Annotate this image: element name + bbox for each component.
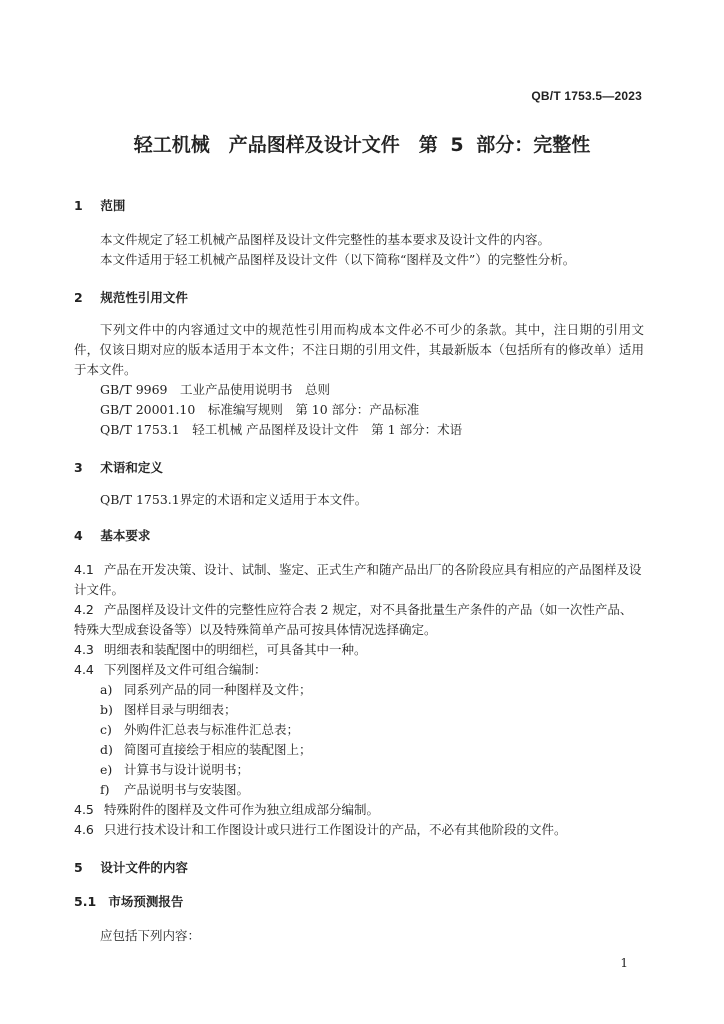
clause-number: 4.1 — [74, 562, 94, 577]
reference-gbt-20001-10: GB/T 20001.10 标准编写规则 第 10 部分：产品标准 — [100, 402, 420, 417]
clause-text: 产品图样及设计文件的完整性应符合表 2 规定，对不具备批量生产条件的产品（如一次性产品、特殊大型成套设备等）以及特殊简单产品可按具体情况选择确定。 — [74, 602, 633, 637]
clause-number: 4.4 — [74, 662, 94, 677]
list-item-f — [100, 780, 249, 798]
reference-gbt-9969: GB/T 9969 工业产品使用说明书 总则 — [100, 382, 331, 397]
list-item-d — [100, 740, 312, 758]
clause-text: 只进行技术设计和工作图设计或只进行工作图设计的产品，不必有其他阶段的文件。 — [104, 822, 567, 837]
section-number: 5 — [74, 860, 83, 875]
section-5-heading — [74, 858, 188, 876]
list-item-text: 简图可直接绘于相应的装配图上； — [124, 742, 312, 757]
list-item-text: 产品说明书与安装图。 — [124, 782, 250, 797]
list-item-text: 外购件汇总表与标准件汇总表； — [124, 722, 300, 737]
section-number: 4 — [74, 528, 83, 543]
section-4-heading — [74, 526, 150, 544]
clause-text: 下列图样及文件可组合编制： — [104, 662, 267, 677]
clause-4-4 — [74, 660, 644, 680]
clause-4-5 — [74, 800, 644, 820]
subsection-number: 5.1 — [74, 894, 97, 909]
section-title: 基本要求 — [100, 528, 151, 543]
section-number: 1 — [74, 198, 83, 213]
clause-text: 特殊附件的图样及文件可作为独立组成部分编制。 — [104, 802, 380, 817]
document-title: 轻工机械 产品图样及设计文件 第 5 部分：完整性 — [133, 134, 591, 156]
section-title: 规范性引用文件 — [100, 290, 188, 305]
list-item-e — [100, 760, 249, 778]
section-1-heading — [74, 196, 125, 214]
list-marker: b) — [100, 702, 113, 717]
section-3-heading — [74, 458, 163, 476]
reference-qbt-1753-1: QB/T 1753.1 轻工机械 产品图样及设计文件 第 1 部分：术语 — [100, 422, 463, 437]
section-1-paragraph-1: 本文件规定了轻工机械产品图样及设计文件完整性的基本要求及设计文件的内容。 — [100, 232, 551, 247]
list-item-text: 图样目录与明细表； — [124, 702, 237, 717]
clause-4-3 — [74, 640, 644, 660]
clause-number: 4.3 — [74, 642, 94, 657]
clause-4-2 — [74, 600, 644, 640]
clause-number: 4.2 — [74, 602, 94, 617]
section-1-paragraph-2: 本文件适用于轻工机械产品图样及设计文件（以下简称“图样及文件”）的完整性分析。 — [100, 252, 576, 267]
subsection-5-1-text: 应包括下列内容： — [100, 928, 201, 943]
section-title: 范围 — [100, 198, 126, 213]
list-marker: e) — [100, 762, 113, 777]
section-title: 设计文件的内容 — [100, 860, 188, 875]
list-marker: c) — [100, 722, 112, 737]
list-marker: a) — [100, 682, 113, 697]
list-item-c — [100, 720, 299, 738]
page-number: 1 — [620, 956, 628, 970]
clause-4-1 — [74, 560, 644, 600]
clause-text: 明细表和装配图中的明细栏，可具备其中一种。 — [104, 642, 367, 657]
clause-4-6 — [74, 820, 644, 840]
clause-number: 4.5 — [74, 802, 94, 817]
list-marker: d) — [100, 742, 113, 757]
list-item-a — [100, 680, 312, 698]
section-number: 3 — [74, 460, 83, 475]
list-item-b — [100, 700, 237, 718]
clause-number: 4.6 — [74, 822, 94, 837]
section-2-heading — [74, 288, 188, 306]
subsection-5-1-heading — [74, 892, 183, 910]
list-item-text: 同系列产品的同一种图样及文件； — [124, 682, 312, 697]
standard-code: QB/T 1753.5—2023 — [531, 89, 642, 103]
list-marker: f) — [100, 782, 110, 797]
section-number: 2 — [74, 290, 83, 305]
subsection-title: 市场预测报告 — [108, 894, 184, 909]
list-item-text: 计算书与设计说明书； — [124, 762, 250, 777]
section-3-text: QB/T 1753.1界定的术语和定义适用于本文件。 — [100, 492, 368, 507]
section-2-intro: 下列文件中的内容通过文中的规范性引用而构成本文件必不可少的条款。其中，注日期的引用文件，仅该日期对应的版本适用于本文件；不注日期的引用文件，其最新版本（包括所有的修改单）适用于本文件。 — [74, 322, 644, 377]
clause-text: 产品在开发决策、设计、试制、鉴定、正式生产和随产品出厂的各阶段应具有相应的产品图样及设计文件。 — [74, 562, 642, 597]
section-title: 术语和定义 — [100, 460, 163, 475]
